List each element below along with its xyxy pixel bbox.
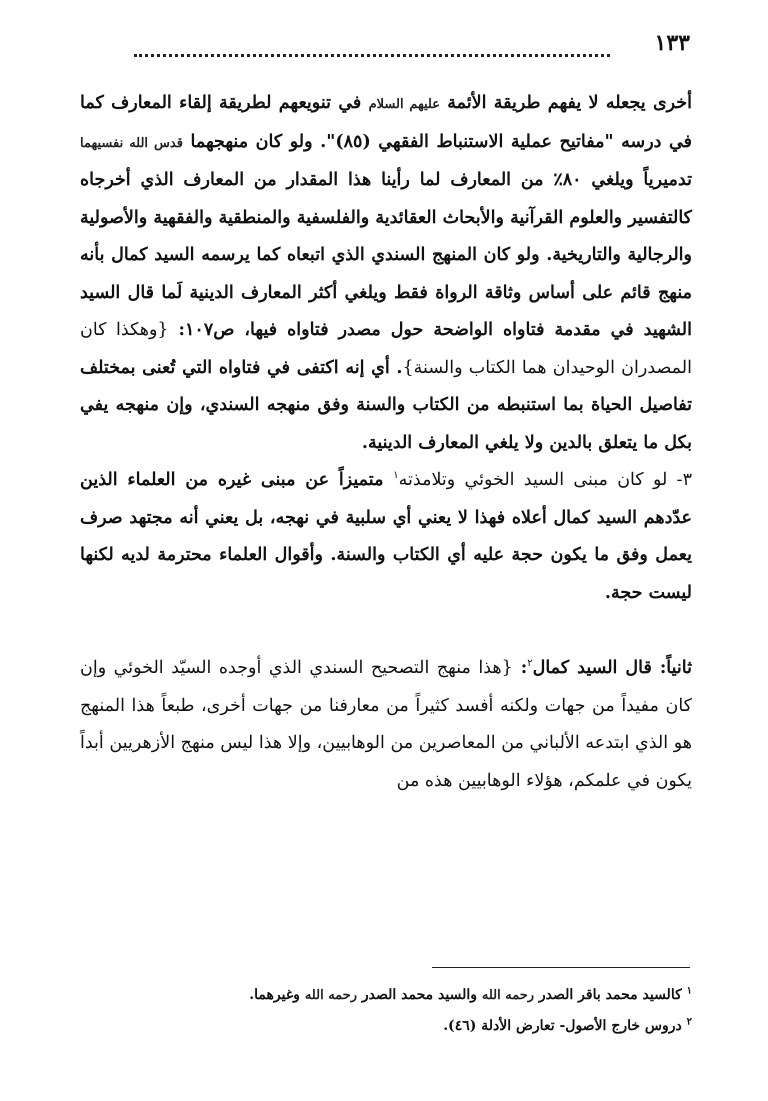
- paragraph-1: أخرى يجعله لا يفهم طريقة الأئمة عليهم السلام في تنويعهم لطريقة إلقاء المعارف كما في درسه "مفاتيح عملية الاستنباط الفقهي (٨٥)". ولو كان منهجهما قدس الله نفسيهما تدميرياً ويلغي ٨٠٪ من المعارف لما رأينا هذا المقدار من المعارف الذي أخرجاه كالتفسير والعلوم القرآنية والأبحاث العقائدية والفلسفية والمنطقية والفقهية والأصولية والرجالية والتاريخية. ولو كان المنهج السندي الذي اتبعاه كما يرسمه السيد كمال بأنه منهج قائم على أساس وثاقة الرواة فقط ويلغي أكثر المعارف الدينية لَما قال السيد الشهيد في مقدمة فتاواه الواضحة حول مصدر فتاواه فيها، ص١٠٧: {وهكذا كان المصدران الوحيدان هما الكتاب والسنة}. أي إنه اكتفى في فتاواه التي تُعنى بمختلف تفاصيل الحياة بما استنبطه من الكتاب والسنة وفق منهجه السندي، وإن منهجه يفي بكل ما يتعلق بالدين ولا يلغي المعارف الدينية.: [80, 93, 692, 453]
- footnote-2: $^٢$ دروس خارج الأصول- تعارض الأدلة (٤٦).: [443, 1016, 692, 1034]
- honorific-glyph: عليهم السلام: [368, 97, 440, 112]
- footnote-ref-2[interactable]: ٢: [527, 658, 533, 670]
- quoted-text: {وهكذا كان المصدران الوحيدان هما الكتاب والسنة}: [80, 320, 692, 378]
- page-number: ١٣٣: [654, 30, 690, 56]
- honorific-glyph: قدس الله نفسيهما: [80, 135, 183, 151]
- paragraph-3: ثانياً: قال السيد كمال$^٢$: {هذا منهج التصحيح السندي الذي أوجده السيّد الخوئي وإن كان مفيداً من جهات ولكنه أفسد كثيراً من معارفنا من جهات أخرى، طبعاً هذا المنهج هو الذي ابتدعه الألباني من المعاصرين من الوهابيين، وإلا هذا ليس منهج الأزهريين أبداً يكون في علمكم، هؤلاء الوهابيين هذه من: [80, 658, 692, 791]
- honorific-glyph: رحمه الله: [304, 988, 357, 1003]
- footnote-1: $^١$ كالسيد محمد باقر الصدر رحمه الله والسيد محمد الصدر رحمه الله وغيرهما.: [249, 985, 692, 1003]
- footnote-separator: [432, 967, 690, 968]
- paragraph-gap: [80, 612, 692, 650]
- quoted-text: {هذا منهج التصحيح السندي الذي أوجده السيّد الخوئي وإن كان مفيداً من جهات ولكنه أفسد كثيراً من معارفنا من جهات أخرى، طبعاً هذا المنهج هو الذي ابتدعه الألباني من المعاصرين من الوهابيين، وإلا هذا ليس منهج الأزهريين أبداً يكون في علمكم، هؤلاء الوهابيين هذه من: [80, 658, 692, 791]
- paragraph-2: ٣- لو كان مبنى السيد الخوئي وتلامذته$^١$ متميزاً عن مبنى غيره من العلماء الذين عدّدهم السيد كمال أعلاه فهذا لا يعني أي سلبية في نهجه، بل يعني أنه مجتهد صرف يعمل وفق ما يكون حجة عليه أي الكتاب والسنة. وأقوال العلماء محترمة لديه لكنها ليست حجة.: [80, 470, 692, 603]
- footnotes: [80, 980, 692, 1041]
- page-header: [82, 24, 690, 64]
- footnote-ref-1[interactable]: ١: [393, 470, 399, 482]
- header-dotted-rule: [134, 54, 610, 57]
- honorific-glyph: رحمه الله: [481, 988, 535, 1003]
- main-text: [80, 85, 692, 800]
